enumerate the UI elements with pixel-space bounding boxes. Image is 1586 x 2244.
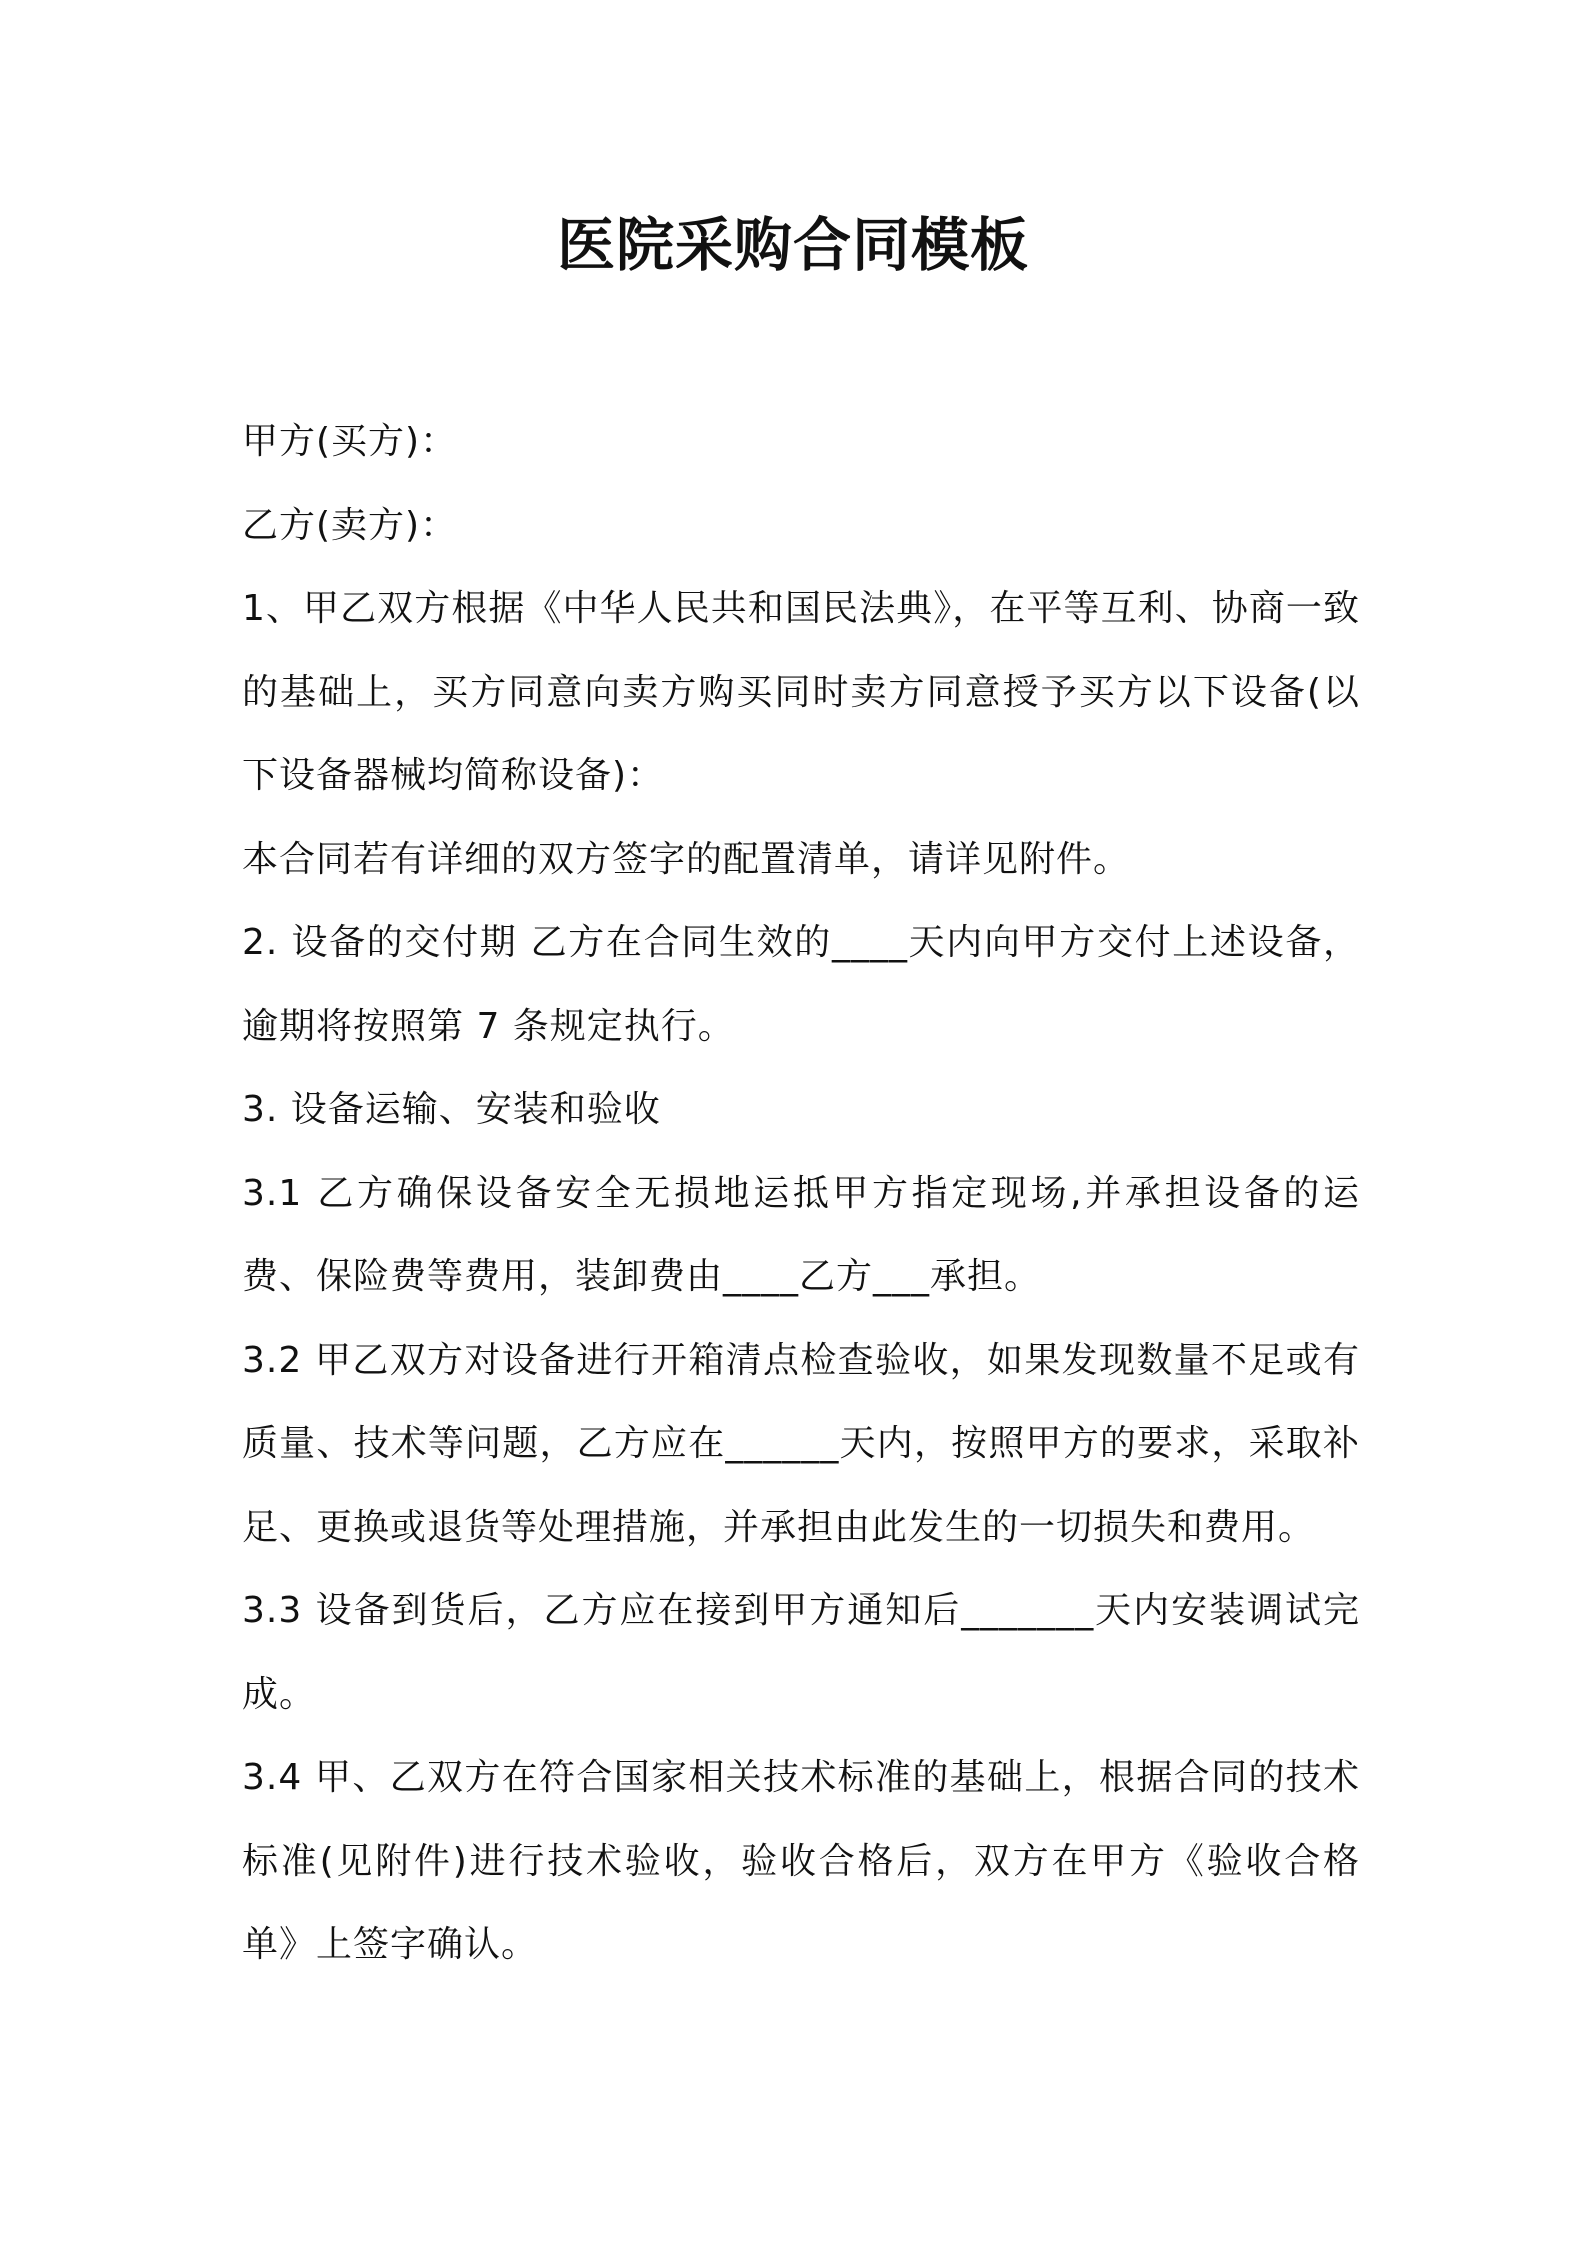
document-title: 医院采购合同模板 <box>556 211 1029 279</box>
clause-3-3: 3.3 设备到货后，乙方应在接到甲方通知后_______天内安装调试完成。 <box>242 1590 1360 1715</box>
party-a-line: 甲方(买方)： <box>242 421 458 462</box>
document-body <box>242 400 1360 1987</box>
clause-3-1: 3.1 乙方确保设备安全无损地运抵甲方指定现场,并承担设备的运费、保险费等费用，装卸费由____乙方___承担。 <box>242 1172 1360 1297</box>
party-b-line: 乙方(卖方)： <box>242 504 458 546</box>
clause-3-2: 3.2 甲乙双方对设备进行开箱清点检查验收，如果发现数量不足或有质量、技术等问题，乙方应在______天内，按照甲方的要求，采取补足、更换或退货等处理措施，并承担由此发生的一切损失和费用。 <box>242 1339 1360 1548</box>
attachment-note: 本合同若有详细的双方签字的配置清单，请详见附件。 <box>242 838 1131 880</box>
clause-2-delivery: 2. 设备的交付期 乙方在合同生效的____天内向甲方交付上述设备，逾期将按照第 7 条规定执行。 <box>242 922 1360 1047</box>
clause-3-heading: 3. 设备运输、安装和验收 <box>242 1089 661 1130</box>
clause-3-4: 3.4 甲、乙双方在符合国家相关技术标准的基础上，根据合同的技术标准(见附件)进行技术验收，验收合格后，双方在甲方《验收合格单》上签字确认。 <box>242 1757 1360 1965</box>
clause-1: 1、甲乙双方根据《中华人民共和国民法典》，在平等互利、协商一致的基础上，买方同意向卖方购买同时卖方同意授予买方以下设备(以下设备器械均简称设备)： <box>242 588 1360 796</box>
